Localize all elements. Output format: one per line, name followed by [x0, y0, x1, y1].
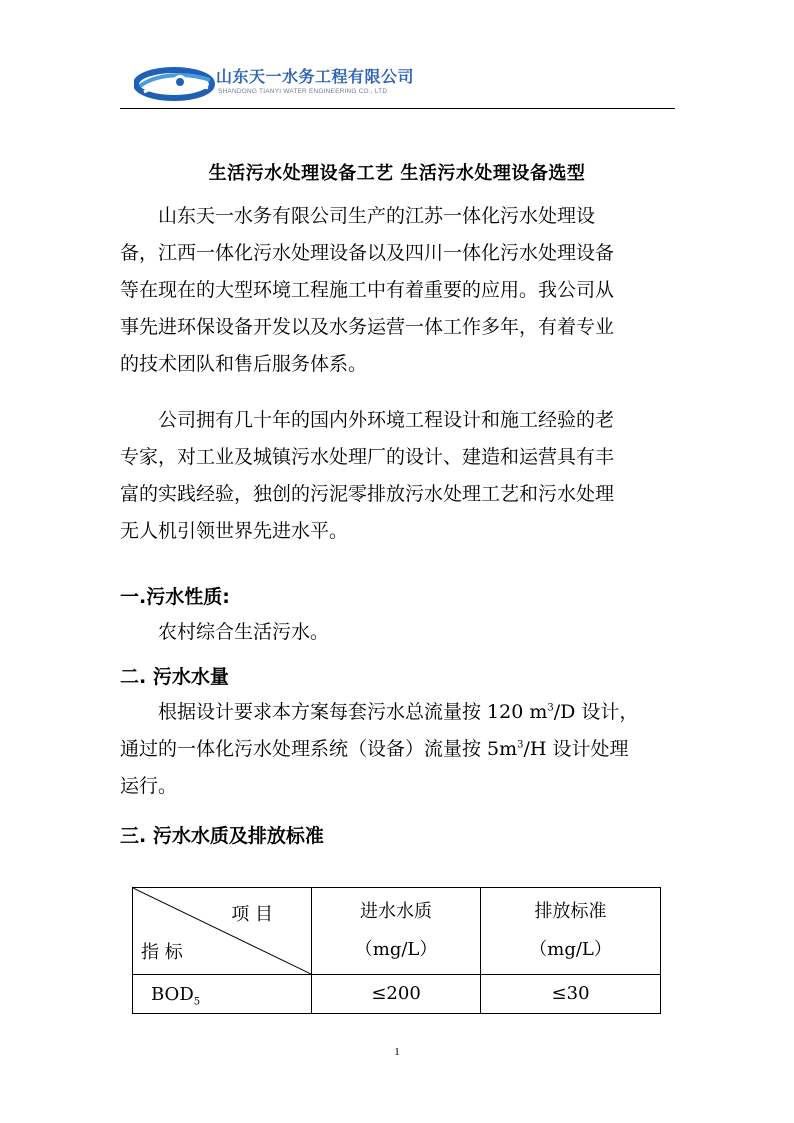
- table-diagonal-header-cell: [133, 888, 312, 975]
- table-row: [133, 975, 661, 1014]
- section-2-body: [120, 694, 676, 805]
- section-1-body: [120, 614, 676, 651]
- tianyi-water-logo-icon: [134, 60, 218, 104]
- paragraph-line: 公司拥有几十年的国内外环境工程设计和施工经验的老: [158, 409, 615, 431]
- company-name-en: SHANDONG TIANYI WATER ENGINEERING CO., LTD: [218, 88, 388, 95]
- intro-paragraph-2: [120, 402, 676, 550]
- table-header-discharge: [481, 888, 661, 975]
- table-header-label: 排放标准: [534, 901, 607, 922]
- page-number: 1: [394, 1046, 400, 1058]
- section-3-heading: 三. 污水水质及排放标准: [120, 825, 324, 847]
- paragraph-line: 富的实践经验，独创的污泥零排放污水处理工艺和污水处理: [120, 483, 615, 505]
- paragraph-line: 山东天一水务有限公司生产的江苏一体化污水处理设: [158, 205, 596, 227]
- paragraph-line: 等在现在的大型环境工程施工中有着重要的应用。我公司从: [120, 279, 615, 301]
- water-quality-table: [132, 887, 661, 1014]
- table-cell-influent: ≤200: [312, 975, 481, 1014]
- table-header-influent: [312, 888, 481, 975]
- paragraph-line: 通过的一体化污水处理系统（设备）流量按 $5m^3/H$ 设计处理: [120, 738, 629, 760]
- paragraph-line: 运行。: [120, 775, 178, 797]
- header-divider: [120, 108, 675, 109]
- table-header-unit: （mg/L）: [354, 939, 438, 960]
- section-1-heading: 一.污水性质:: [120, 586, 230, 608]
- table-header-unit: （mg/L）: [529, 939, 612, 960]
- intro-paragraph-1: [120, 198, 676, 383]
- paragraph-line: 事先进环保设备开发以及水务运营一体工作多年，有着专业: [120, 316, 615, 338]
- section-2-heading: 二. 污水水量: [120, 666, 229, 688]
- paragraph-line: 无人机引领世界先进水平。: [120, 520, 349, 542]
- paragraph-line: 专家，对工业及城镇污水处理厂的设计、建造和运营具有丰: [120, 446, 615, 468]
- paragraph-line: 备，江西一体化污水处理设备以及四川一体化污水处理设备: [120, 242, 615, 264]
- paragraph-line: 的技术团队和售后服务体系。: [120, 353, 368, 375]
- document-title: 生活污水处理设备工艺 生活污水处理设备选型: [208, 163, 586, 184]
- table-header-index: 指 标: [141, 942, 183, 963]
- paragraph-line: 根据设计要求本方案每套污水总流量按 120 $m^3/D$ 设计，: [158, 701, 639, 723]
- company-name-cn: 山东天一水务工程有限公司: [216, 67, 415, 86]
- company-logo: [134, 60, 218, 104]
- table-header-row: [133, 888, 661, 975]
- table-header-label: 进水水质: [360, 901, 433, 922]
- paragraph-line: 农村综合生活污水。: [158, 621, 330, 643]
- table-header-item: 项 目: [231, 904, 273, 925]
- table-cell-index: $BOD_5$: [133, 975, 312, 1014]
- table-cell-discharge: ≤30: [481, 975, 661, 1014]
